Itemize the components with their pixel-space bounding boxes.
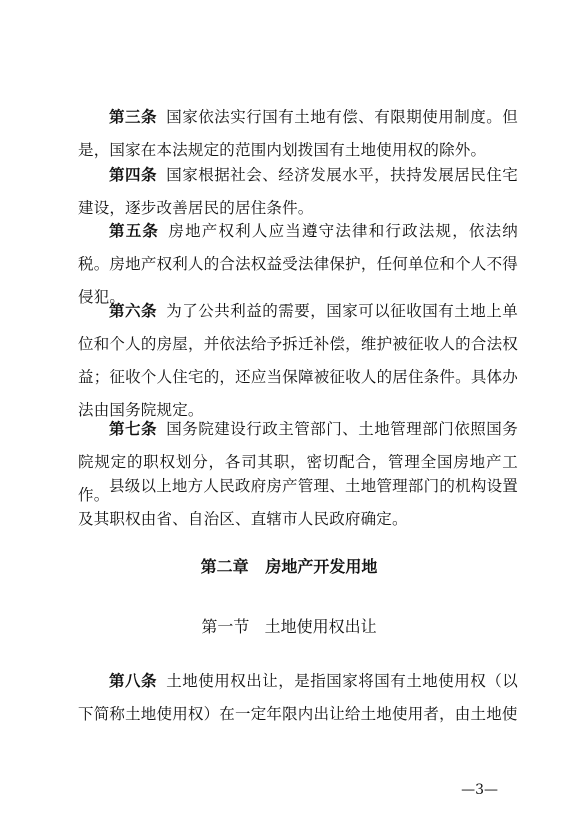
chapter-number: 第二章: [200, 557, 249, 576]
paragraph-local-government: [78, 470, 518, 536]
article-3: [78, 100, 518, 167]
article-text: 国家依法实行国有土地有偿、有限期使用制度。但是，国家在本法规定的范围内划拨国有土地使用权的除外。: [78, 108, 518, 159]
chapter-heading: [0, 554, 578, 577]
article-label: 第七条: [109, 419, 157, 438]
article-label: 第五条: [109, 221, 160, 240]
article-label: 第六条: [109, 301, 157, 320]
article-label: 第四条: [109, 165, 157, 184]
article-text: 土地使用权出让，是指国家将国有土地使用权（以下简称土地使用权）在一定年限内出让给土地使用者，由土地使: [78, 672, 518, 723]
section-title: 土地使用权出让: [264, 617, 377, 636]
article-label: 第八条: [109, 671, 157, 690]
article-6: [78, 294, 518, 427]
section-heading: [0, 614, 578, 637]
page-number: —3—: [461, 782, 498, 798]
article-text: 国务院建设行政主管部门、土地管理部门依照国务院规定的职权划分，各司其职，密切配合，管理全国房地产工作。: [78, 420, 518, 504]
article-8: [78, 664, 518, 731]
article-text: 国家根据社会、经济发展水平，扶持发展居民住宅建设，逐步改善居民的居住条件。: [78, 166, 518, 217]
paragraph-text: 县级以上地方人民政府房产管理、土地管理部门的机构设置及其职权由省、自治区、直辖市人民政府确定。: [78, 477, 518, 528]
article-label: 第三条: [109, 107, 157, 126]
chapter-title: 房地产开发用地: [265, 557, 378, 576]
article-text: 为了公共利益的需要，国家可以征收国有土地上单位和个人的房屋，并依法给予拆迁补偿，维护被征收人的合法权益；征收个人住宅的，还应当保障被征收人的居住条件。具体办法由国务院规定。: [78, 302, 518, 419]
article-text: 房地产权利人应当遵守法律和行政法规，依法纳税。房地产权利人的合法权益受法律保护，任何单位和个人不得侵犯。: [78, 222, 518, 306]
section-number: 第一节: [201, 617, 250, 636]
